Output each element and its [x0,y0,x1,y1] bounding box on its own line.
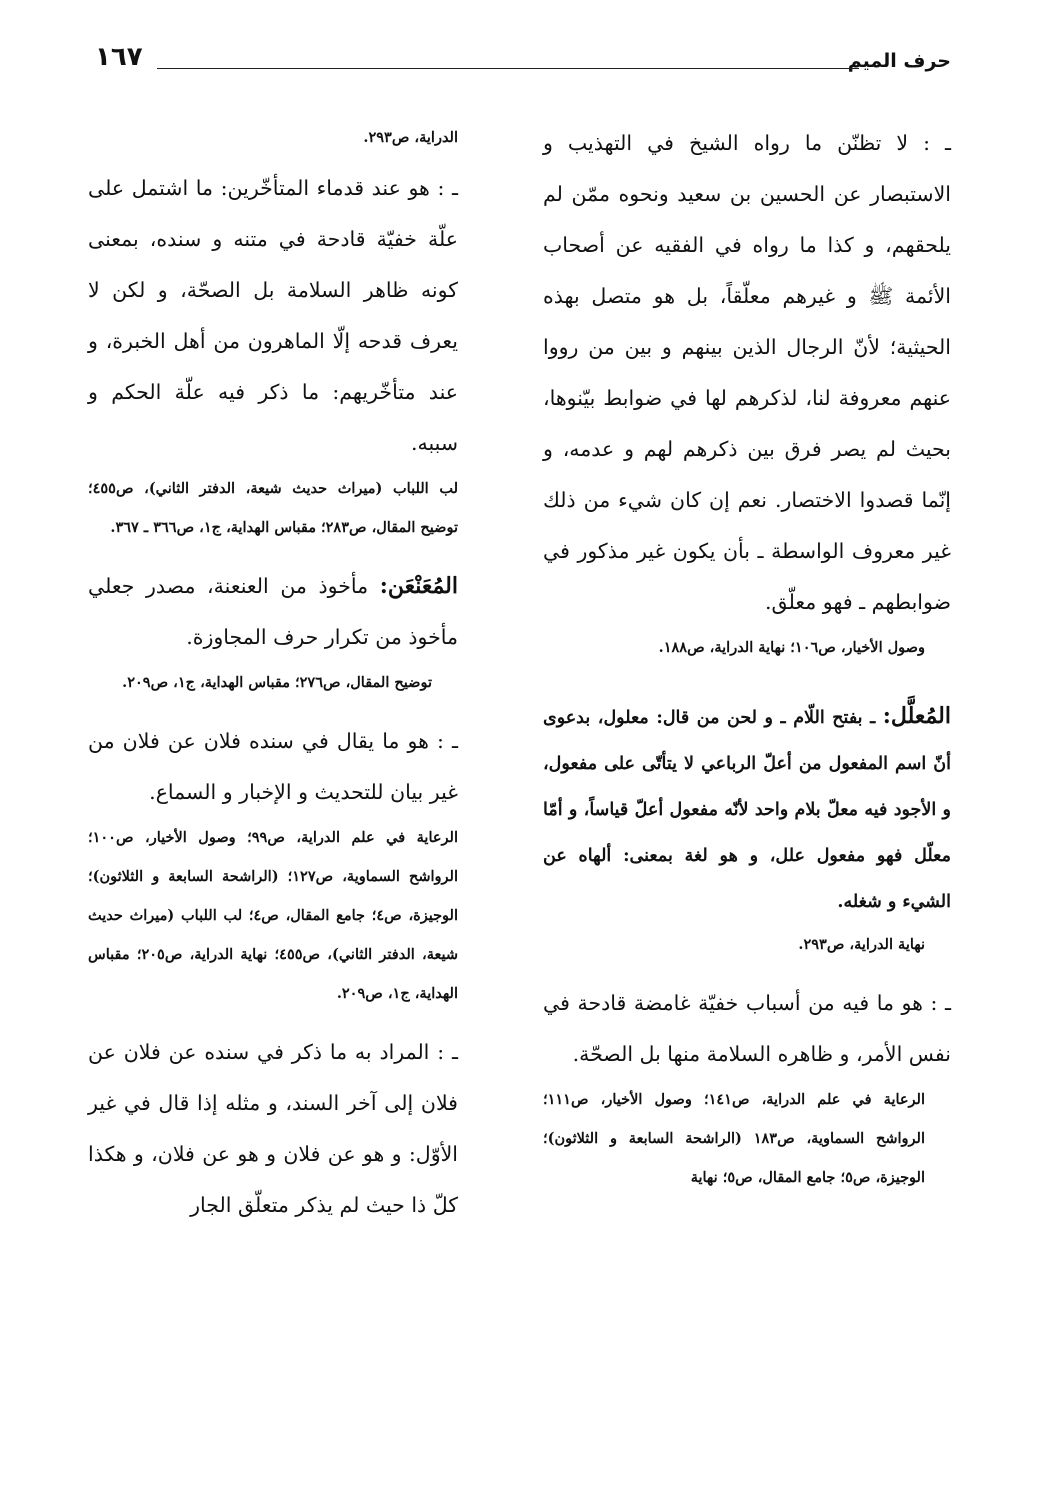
reference-text: توضيح المقال، ص٢٧٦؛ مقباس الهداية، ج١، ص٢٠٩. [122,674,432,691]
entry-block [88,1027,458,1231]
right-column [543,118,951,1211]
entry-text: ـ : هو ما فيه من أسباب خفيّة غامضة قادحة في نفس الأمر، و ظاهره السلامة منها بل الصحّة. [543,991,951,1066]
entry-text: ـ : هو عند قدماء المتأخّرين: ما اشتمل على علّة خفيّة قادحة في متنه و سنده، بمعنى كونه ظاهر السلامة بل الصحّة، و لكن لا يعرف قدحه إلّا الماهرون من أهل الخبرة، و عند متأخّريهم: ما ذكر فيه علّة الحكم و سببه. [88,176,458,455]
reference-text: الدراية، ص٢٩٣. [363,129,458,146]
reference-text: الرعاية في علم الدراية، ص٩٩؛ وصول الأخيار، ص١٠٠؛ الرواشح السماوية، ص١٢٧؛ (الراشحة السابعة و الثلاثون)؛ الوجيزة، ص٤؛ جامع المقال، ص٤؛ لب اللباب (ميراث حديث شيعة، الدفتر الثاني)، ص٤٥٥؛ نهاية الدراية، ص٢٠٥؛ مقباس الهداية، ج١، ص٢٠٩. [88,829,458,1002]
headword: المُعلَّل: [882,703,951,729]
entry-block [543,693,951,964]
entry-text: ـ : المراد به ما ذكر في سنده عن فلان عن فلان إلى آخر السند، و مثله إذا قال في غير الأوّل: و هو عن فلان و هو عن فلان، و هكذا كلّ ذا حيث لم يذكر متعلّق الجار [88,1040,458,1217]
entry-block [88,163,458,547]
headword: المُعَنْعَن: [379,573,458,599]
reference-text: الرعاية في علم الدراية، ص١٤١؛ وصول الأخيار، ص١١١؛ الرواشح السماوية، ص١٨٣ (الراشحة السابعة و الثلاثون)؛ الوجيزة، ص٥؛ جامع المقال، ص٥؛ نهاية [543,1091,925,1186]
left-column [88,118,458,1245]
header-rule [157,68,859,69]
entry-block [543,118,951,667]
entry-text [88,561,458,663]
entry-definition: ـ بفتح اللّام ـ و لحن من قال: معلول، بدعوى أنّ اسم المفعول من أعلّ الرباعي لا يتأتّى على مفعول، و الأجود فيه معلّ بلام واحد لأنّه مفعول أعلّ قياساً، و أمّا معلّل فهو مفعول علل، و هو لغة بمعنى: ألهاه عن الشيء و شغله. [543,708,951,912]
running-title: حرف الميم [847,50,951,72]
entry-definition: مأخوذ من العنعنة، مصدر جعلي مأخوذ من تكرار حرف المجاوزة. [88,574,458,649]
page-header [95,40,951,84]
entry-text: ـ : لا تظنّن ما رواه الشيخ في التهذيب و الاستبصار عن الحسين بن سعيد ونحوه ممّن لم يلحقهم، و كذا ما رواه في الفقيه عن أصحاب الأئمة ﷺ و غيرهم معلّقاً، بل هو متصل بهذه الحيثية؛ لأنّ الرجال الذين بينهم و بين من رووا عنهم معروفة لنا، لذكرهم لها في ضوابط بيّنوها، بحيث لم يصر فرق بين ذكرهم لهم و عدمه، و إنّما قصدوا الاختصار. نعم إن كان شيء من ذلك غير معروف الواسطة ـ بأن يكون غير مذكور في ضوابطهم ـ فهو معلّق. [543,131,951,614]
entry-block [88,561,458,702]
reference-text: وصول الأخيار، ص١٠٦؛ نهاية الدراية، ص١٨٨. [658,639,925,656]
entry-text: ـ : هو ما يقال في سنده فلان عن فلان من غير بيان للتحديث و الإخبار و السماع. [88,729,458,804]
page-number: ١٦٧ [95,42,143,72]
entry-text [543,693,951,925]
reference-text: لب اللباب (ميراث حديث شيعة، الدفتر الثاني)، ص٤٥٥؛ توضيح المقال، ص٢٨٣؛ مقباس الهداية، ج١، ص٣٦٦ ـ ٣٦٧. [88,480,458,536]
entry-block [543,978,951,1197]
entry-block [88,716,458,1013]
reference-text: نهاية الدراية، ص٢٩٣. [798,936,925,953]
